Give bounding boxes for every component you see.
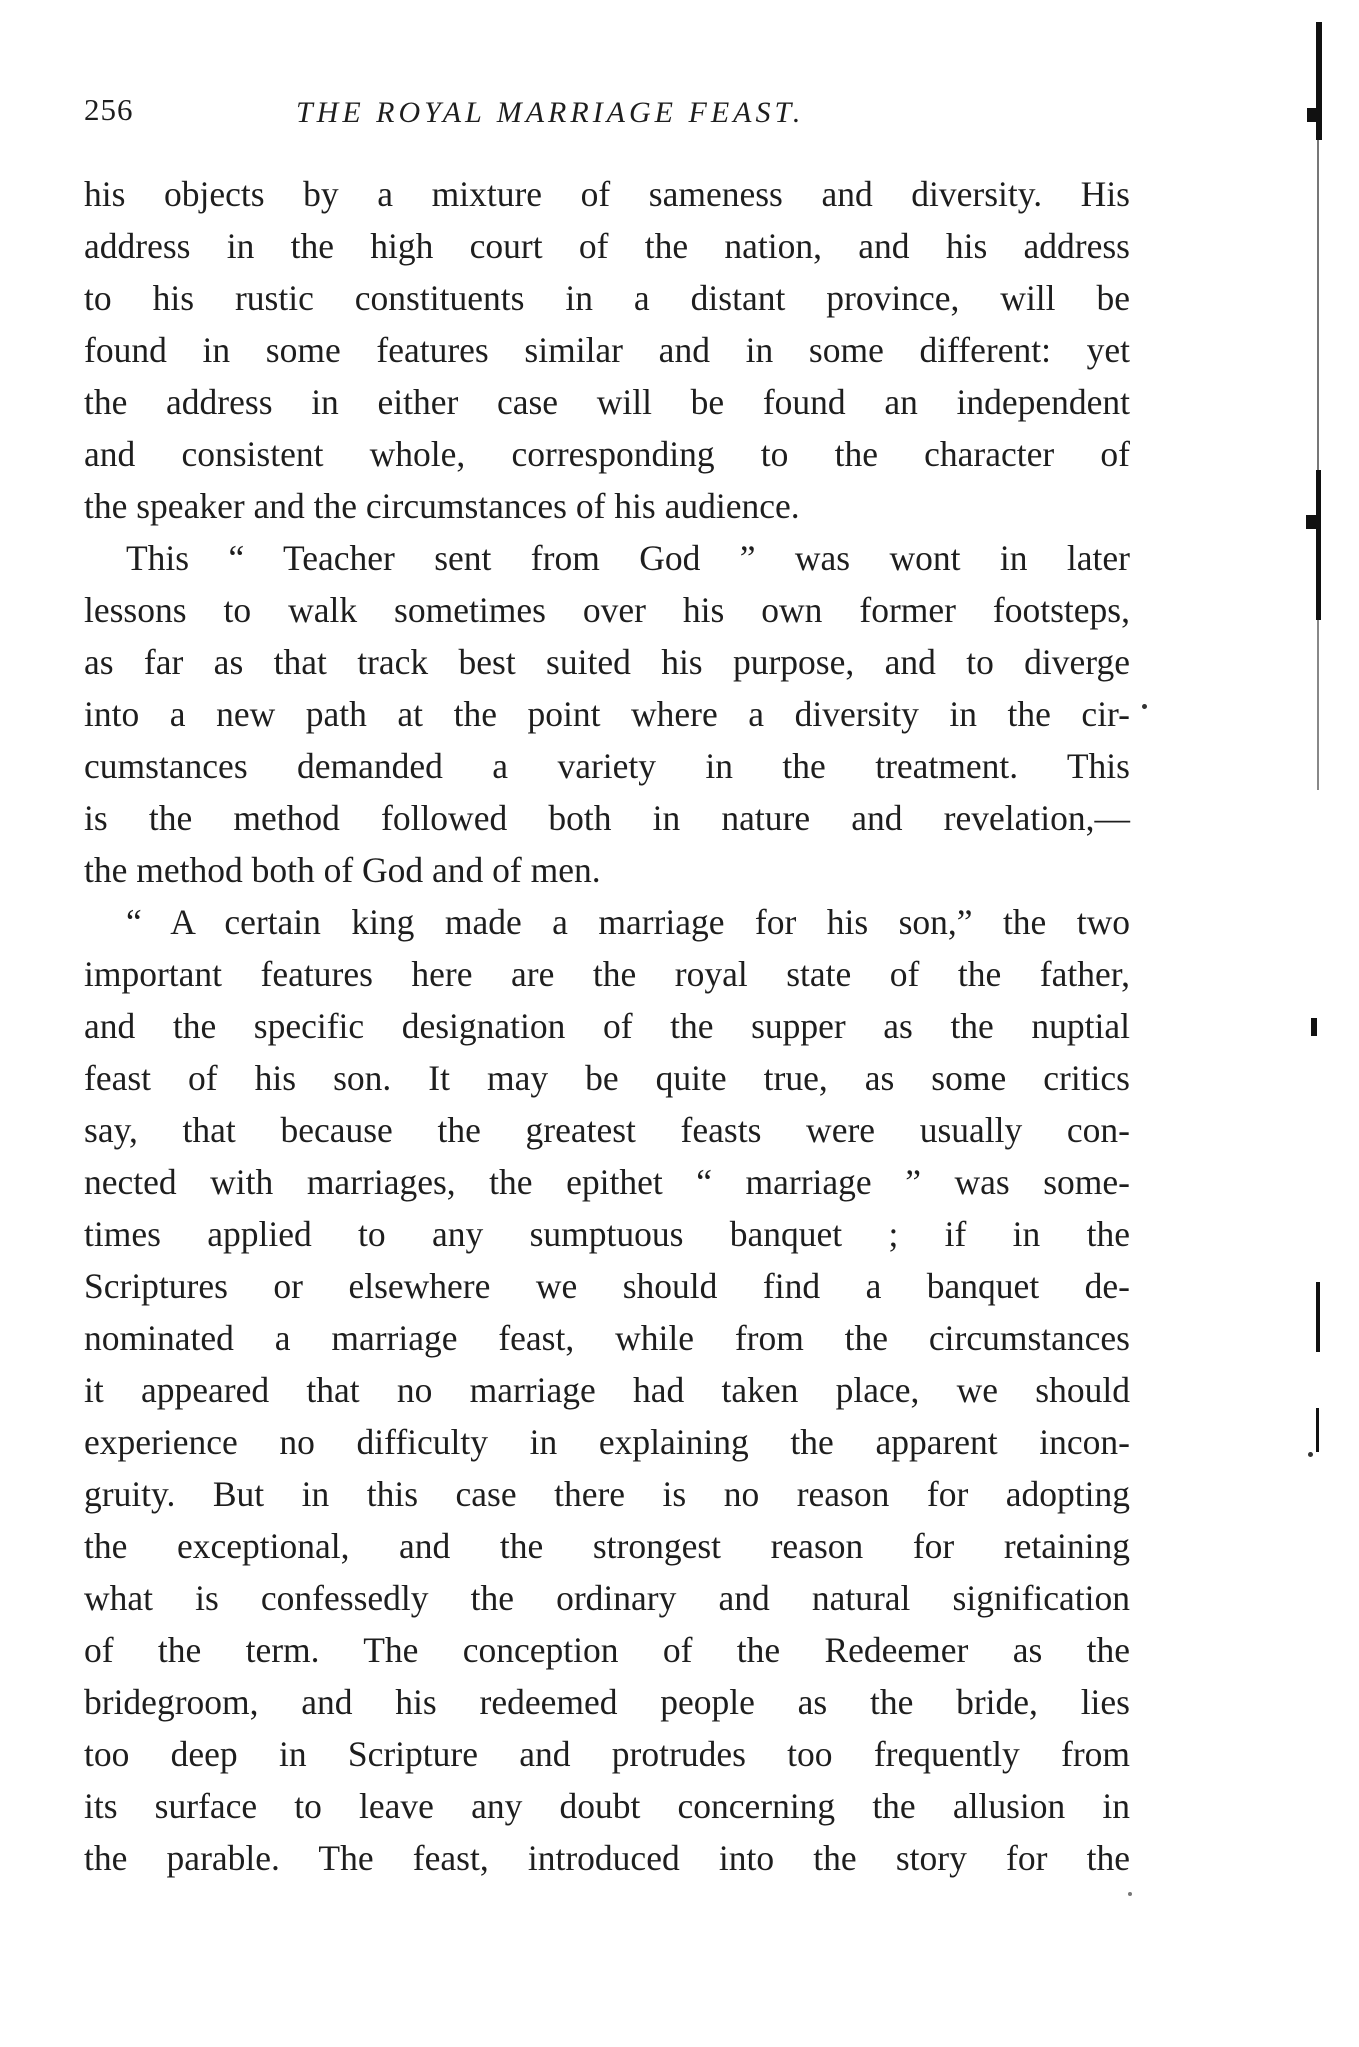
page-number: 256 — [84, 92, 134, 127]
text-line: as far as that track best suited his purpose, and to diverge — [84, 642, 1130, 682]
scan-edge-mark — [1311, 1018, 1317, 1036]
text-line: experience no difficulty in explaining the apparent incon- — [84, 1422, 1130, 1462]
text-line: times applied to any sumptuous banquet ; if in the — [84, 1214, 1130, 1254]
scan-edge-mark — [1316, 1408, 1319, 1452]
text-line: into a new path at the point where a diversity in the cir- — [84, 694, 1130, 734]
text-line: his objects by a mixture of sameness and diversity. His — [84, 174, 1130, 214]
scan-speck — [1128, 1892, 1132, 1896]
text-line: the method both of God and of men. — [84, 850, 601, 890]
scan-speck — [1308, 1452, 1313, 1457]
paragraph — [84, 896, 1130, 1884]
text-line: the parable. The feast, introduced into the story for the — [84, 1838, 1130, 1878]
body-text — [84, 168, 1130, 1884]
text-line: the speaker and the circumstances of his audience. — [84, 486, 800, 526]
text-line: This “ Teacher sent from God ” was wont in later — [126, 538, 1130, 578]
scan-edge-mark — [1316, 470, 1321, 620]
text-line: found in some features similar and in some different: yet — [84, 330, 1130, 370]
scan-edge-mark — [1317, 140, 1319, 470]
running-head — [84, 92, 1144, 140]
text-line: to his rustic constituents in a distant province, will be — [84, 278, 1130, 318]
text-line: say, that because the greatest feasts were usually con- — [84, 1110, 1130, 1150]
text-line: it appeared that no marriage had taken place, we should — [84, 1370, 1130, 1410]
text-line: the exceptional, and the strongest reason for retaining — [84, 1526, 1130, 1566]
text-line: is the method followed both in nature and revelation,— — [84, 798, 1130, 838]
text-line: the address in either case will be found an independent — [84, 382, 1130, 422]
text-line: feast of his son. It may be quite true, as some critics — [84, 1058, 1130, 1098]
scan-edge-mark — [1316, 1282, 1320, 1352]
text-line: bridegroom, and his redeemed people as the bride, lies — [84, 1682, 1130, 1722]
text-line: cumstances demanded a variety in the treatment. This — [84, 746, 1130, 786]
text-line: nected with marriages, the epithet “ marriage ” was some- — [84, 1162, 1130, 1202]
scan-speck — [1142, 704, 1147, 709]
text-line: and the specific designation of the supper as the nuptial — [84, 1006, 1130, 1046]
text-line: important features here are the royal state of the father, — [84, 954, 1130, 994]
paragraph — [84, 168, 1130, 532]
scan-edge-mark — [1317, 620, 1319, 790]
scan-edge-mark — [1307, 108, 1317, 122]
running-title: THE ROYAL MARRIAGE FEAST. — [296, 96, 805, 129]
text-line: “ A certain king made a marriage for his son,” the two — [126, 902, 1130, 942]
text-line: what is confessedly the ordinary and natural signification — [84, 1578, 1130, 1618]
text-line: nominated a marriage feast, while from the circumstances — [84, 1318, 1130, 1358]
text-line: lessons to walk sometimes over his own former footsteps, — [84, 590, 1130, 630]
text-line: too deep in Scripture and protrudes too frequently from — [84, 1734, 1130, 1774]
text-line: its surface to leave any doubt concerning the allusion in — [84, 1786, 1130, 1826]
scan-edge-mark — [1306, 515, 1318, 529]
text-line: Scriptures or elsewhere we should find a banquet de- — [84, 1266, 1130, 1306]
text-line: and consistent whole, corresponding to the character of — [84, 434, 1130, 474]
paragraph — [84, 532, 1130, 896]
text-line: gruity. But in this case there is no reason for adopting — [84, 1474, 1130, 1514]
text-line: of the term. The conception of the Redeemer as the — [84, 1630, 1130, 1670]
scan-edge-mark — [1316, 22, 1322, 140]
text-line: address in the high court of the nation, and his address — [84, 226, 1130, 266]
